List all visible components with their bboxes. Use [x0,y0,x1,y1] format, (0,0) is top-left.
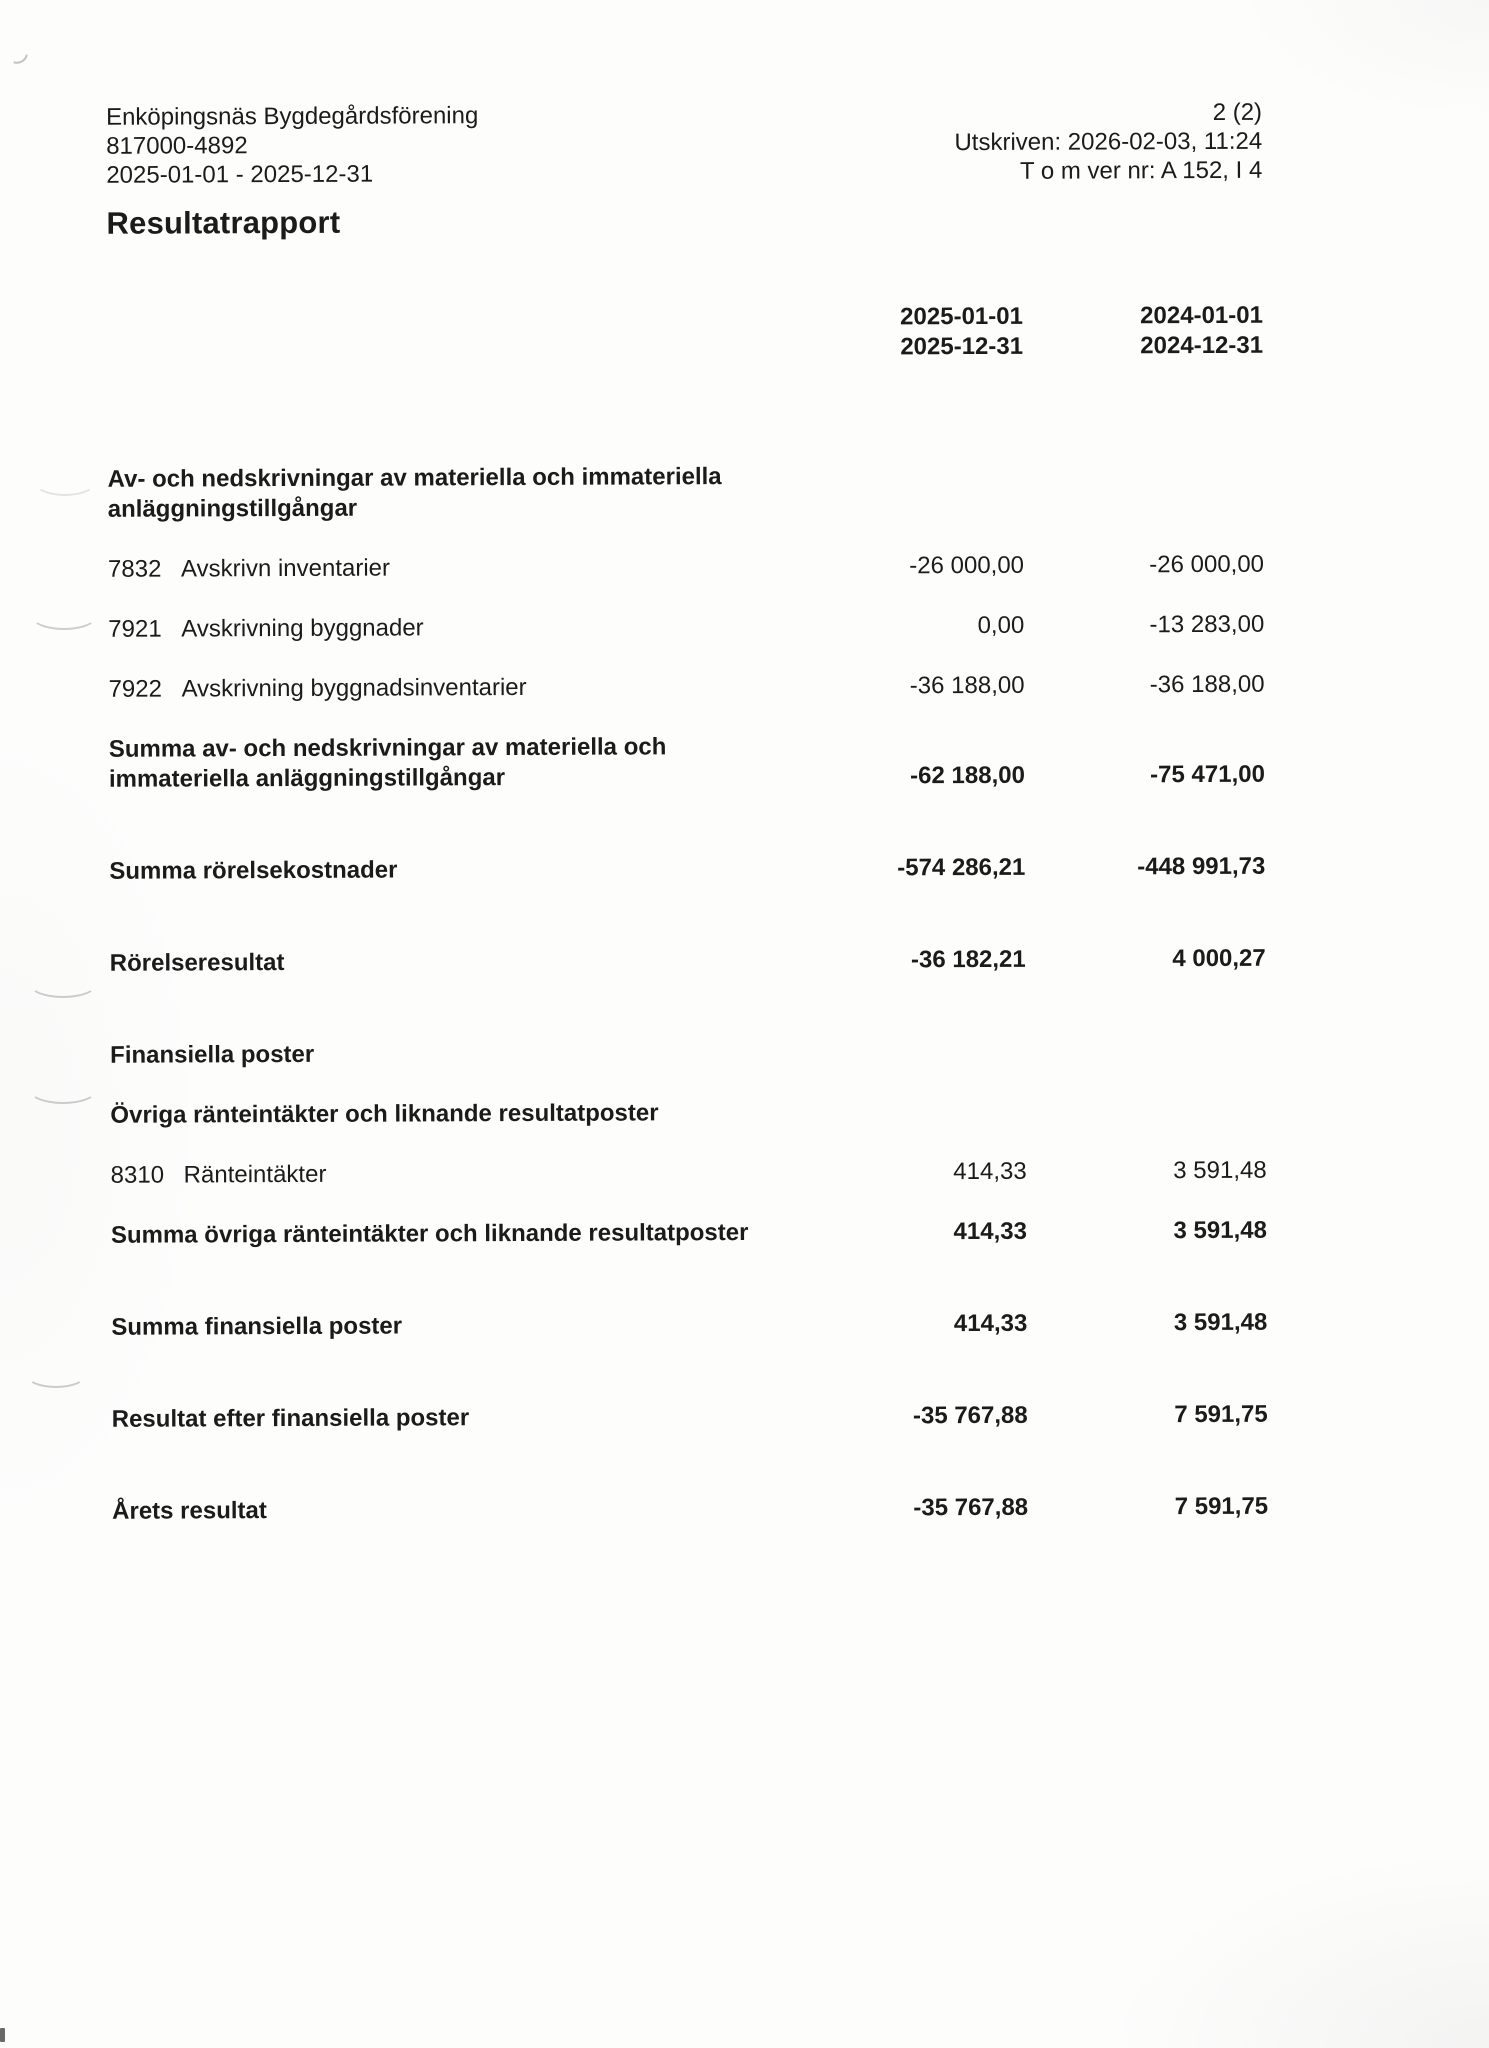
account-name: Avskrivning byggnadsinventarier [181,673,527,703]
row-value-2024: -75 471,00 [1150,760,1265,789]
header-company-block [106,101,479,190]
verification-number: T o m ver nr: A 152, I 4 [1019,156,1263,185]
column-header-spacer [107,303,783,366]
row-value-2024: 7 591,75 [1174,1400,1268,1429]
row-value-2024: -36 188,00 [1149,670,1265,699]
account-name: Rörelseresultat [109,949,285,977]
account-name: Årets resultat [112,1497,267,1525]
account-name: Resultat efter finansiella poster [111,1404,470,1433]
account-name: Summa finansiella poster [111,1312,403,1341]
table-row [108,520,1264,585]
row-label [112,1372,788,1435]
header-print-block [954,98,1262,186]
row-label [110,916,786,979]
table-row [110,1126,1266,1191]
page-number: 2 (2) [1212,98,1263,126]
column-headers [107,301,1263,366]
row-label [110,1068,786,1131]
account-name: Avskrivn inventarier [180,554,391,583]
row-label [108,522,784,585]
table-row [111,1186,1267,1251]
table-row [108,640,1264,705]
company-name: Enköpingsnäs Bygdegårdsförening [105,102,479,131]
table-row [112,1462,1268,1527]
row-value-2024: -26 000,00 [1149,550,1265,579]
row-value-2025: -35 767,88 [913,1493,1029,1522]
table-row [109,822,1265,887]
account-name: Av- och nedskrivningar av materiella och immateriella anläggningstillgångar [107,463,722,523]
org-number: 817000-4892 [106,132,248,160]
scan-artifact-arc [28,1074,98,1104]
table-row [111,1278,1267,1343]
row-value-2025: -574 286,21 [897,853,1026,882]
table-row [110,1066,1266,1131]
report-title: Resultatrapport [106,204,341,241]
report-table [107,430,1268,1527]
account-name: Summa av- och nedskrivningar av materiella och immateriella anläggningstillgångar [108,733,667,793]
row-label [111,1280,787,1343]
row-value-2024: 4 000,27 [1172,944,1266,973]
table-row [107,430,1263,525]
scan-artifact-edge-mark [0,2028,5,2042]
page-header [106,98,1262,190]
column-header-2024: 2024-01-01 2024-12-31 [1140,301,1264,360]
row-value-2025: 414,33 [953,1217,1027,1246]
row-label [110,1008,786,1071]
scan-artifact-arc [30,600,98,630]
row-value-2024: -448 991,73 [1137,852,1266,881]
row-value-2025: 414,33 [953,1309,1028,1338]
scan-artifact-arc [28,968,98,998]
account-name: Summa rörelsekostnader [109,856,398,885]
account-number: 7922 [108,675,162,703]
account-number: 7832 [107,555,162,583]
row-label [112,1464,788,1527]
column-header-2025: 2025-01-01 2025-12-31 [900,302,1024,361]
account-name: Övriga ränteintäkter och liknande resultatposter [110,1099,659,1129]
account-number: 7921 [108,615,162,643]
row-value-2025: -26 000,00 [909,551,1025,580]
row-value-2025: -36 188,00 [909,671,1025,700]
row-value-2025: -36 182,21 [910,945,1026,974]
printed-timestamp: Utskriven: 2026-02-03, 11:24 [954,127,1263,157]
account-name: Avskrivning byggnader [181,614,424,643]
table-row [110,914,1266,979]
row-label [108,582,784,645]
scan-artifact-arc [26,1362,86,1388]
row-value-2024: 3 591,48 [1173,1216,1267,1245]
scan-artifact-arc [34,468,96,496]
account-number: 8310 [110,1161,165,1189]
row-label [107,432,783,525]
row-value-2024: 7 591,75 [1174,1492,1269,1521]
row-label [109,824,785,887]
row-label [110,1128,786,1191]
table-row [110,1006,1266,1071]
account-name: Ränteintäkter [183,1160,327,1189]
account-name: Summa övriga ränteintäkter och liknande resultatposter [110,1218,749,1249]
report-period: 2025-01-01 - 2025-12-31 [106,160,374,189]
row-value-2025: -35 767,88 [912,1401,1028,1430]
row-value-2024: 3 591,48 [1173,1308,1268,1337]
account-name: Finansiella poster [110,1040,315,1069]
table-row [112,1370,1268,1435]
row-label [109,702,785,795]
table-row [109,700,1265,795]
table-row [108,580,1264,645]
row-value-2024: -13 283,00 [1149,610,1265,639]
row-value-2025: 0,00 [977,611,1025,639]
row-value-2024: 3 591,48 [1173,1156,1267,1185]
row-value-2025: 414,33 [953,1157,1027,1186]
row-value-2025: -62 188,00 [910,761,1025,790]
row-label [111,1188,787,1251]
row-label [108,642,784,705]
